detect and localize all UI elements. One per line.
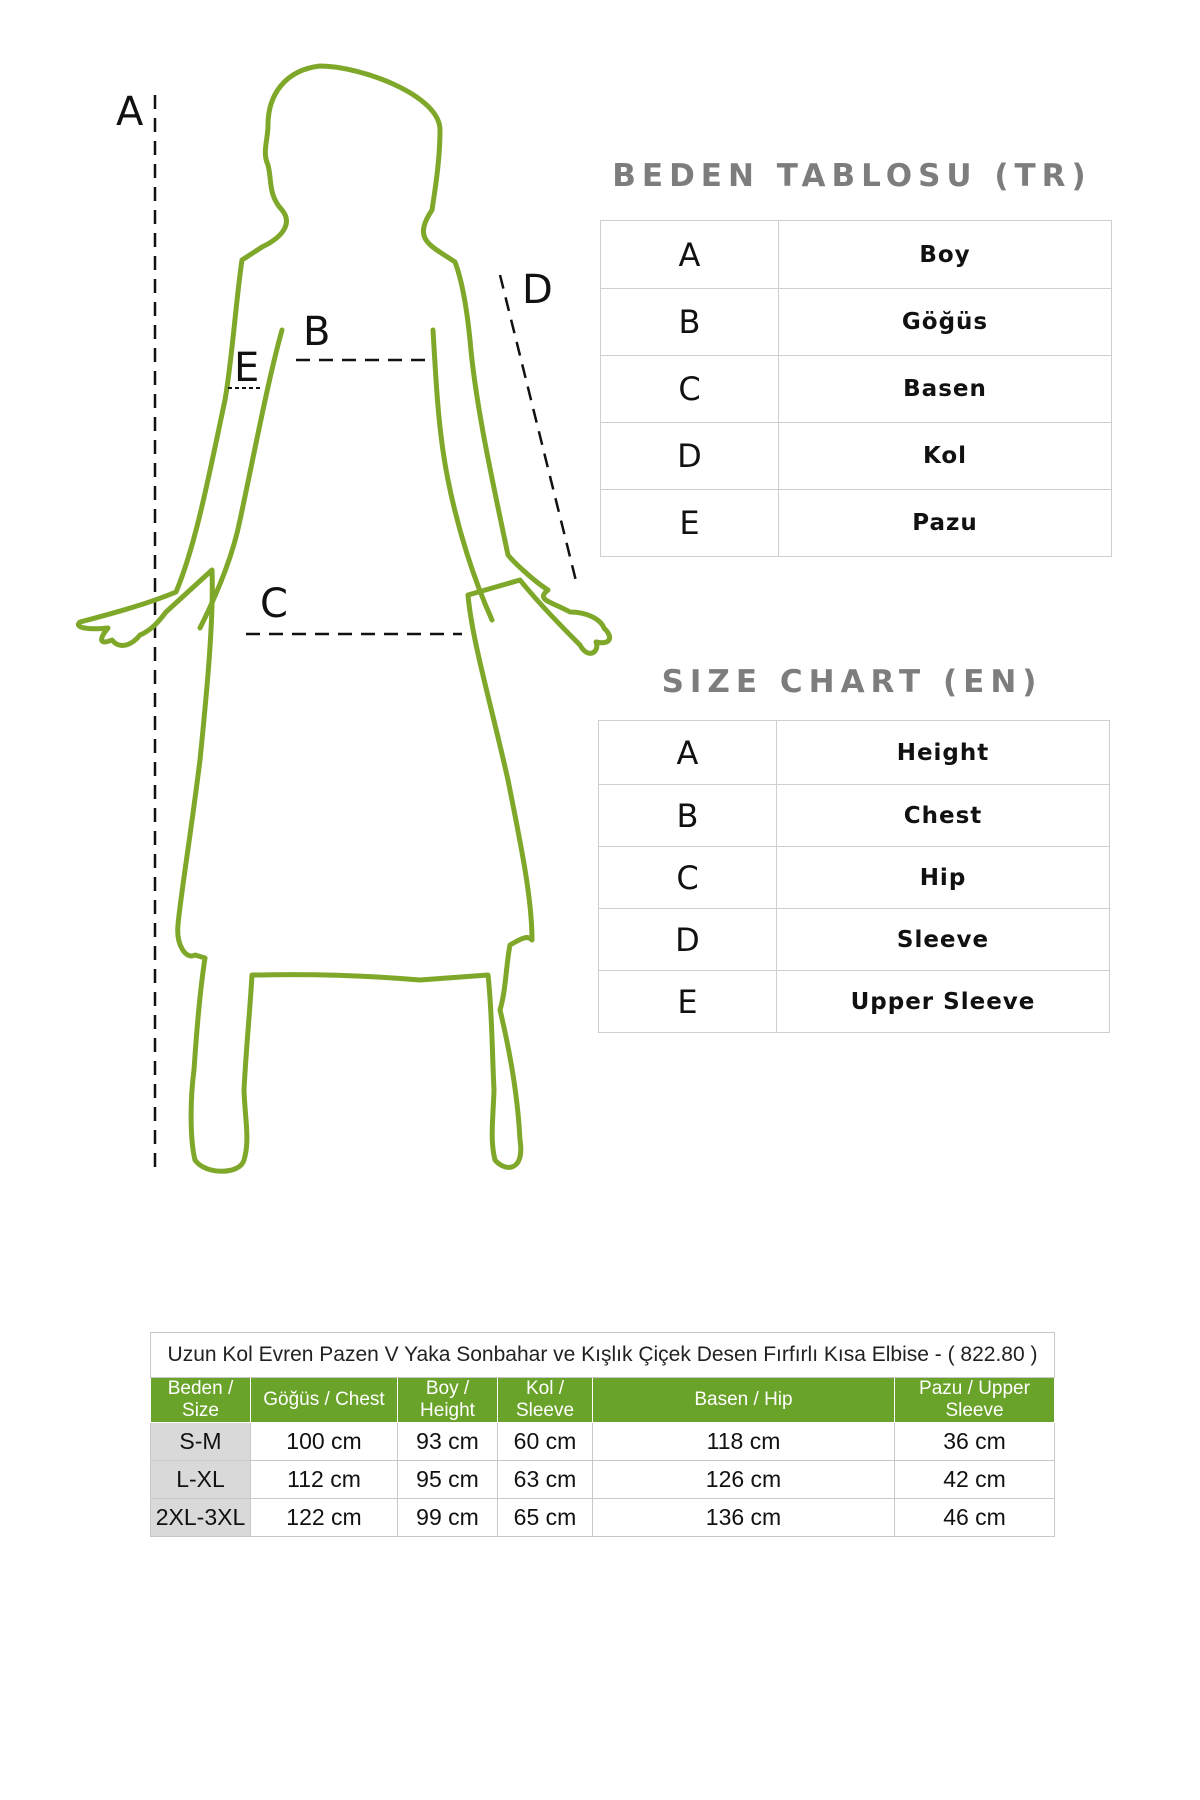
legend-letter: C <box>601 356 779 423</box>
label-b: B <box>303 309 331 355</box>
legend-row <box>599 785 1110 847</box>
legend-row <box>599 971 1110 1033</box>
legend-row <box>599 909 1110 971</box>
size-table-caption: Uzun Kol Evren Pazen V Yaka Sonbahar ve Kışlık Çiçek Desen Fırfırlı Kısa Elbise - ( 822.80 ) <box>151 1333 1055 1378</box>
header-cell: Beden / Size <box>151 1378 251 1423</box>
table-cell: 63 cm <box>498 1461 593 1499</box>
size-table-caption-row <box>151 1333 1055 1378</box>
sleeve-guide-line <box>500 275 577 585</box>
label-d: D <box>522 267 553 313</box>
legend-row <box>601 490 1112 557</box>
header-cell: Boy / Height <box>398 1378 498 1423</box>
legend-row <box>601 423 1112 490</box>
header-cell: Göğüs / Chest <box>251 1378 398 1423</box>
woman-silhouette-illustration <box>0 0 640 1220</box>
label-e: E <box>234 345 260 391</box>
size-table-container <box>150 1332 1054 1537</box>
right-arm-inner-outline <box>433 330 492 620</box>
table-cell: 93 cm <box>398 1423 498 1461</box>
table-row <box>151 1423 1055 1461</box>
legend-desc: Hip <box>777 847 1110 909</box>
legend-row <box>599 721 1110 785</box>
legend-en-table <box>598 720 1110 1033</box>
legend-desc: Sleeve <box>777 909 1110 971</box>
legend-letter: A <box>599 721 777 785</box>
table-cell: 95 cm <box>398 1461 498 1499</box>
table-cell: 46 cm <box>895 1499 1055 1537</box>
header-cell: Pazu / Upper Sleeve <box>895 1378 1055 1423</box>
table-cell: 60 cm <box>498 1423 593 1461</box>
legend-row <box>601 289 1112 356</box>
legend-letter: C <box>599 847 777 909</box>
legend-desc: Pazu <box>779 490 1112 557</box>
size-label-cell: L-XL <box>151 1461 251 1499</box>
table-cell: 36 cm <box>895 1423 1055 1461</box>
size-label-cell: S-M <box>151 1423 251 1461</box>
size-table-header-row <box>151 1378 1055 1423</box>
table-cell: 112 cm <box>251 1461 398 1499</box>
legend-tr-title: BEDEN TABLOSU (TR) <box>612 158 1092 194</box>
table-cell: 126 cm <box>593 1461 895 1499</box>
measurement-figure <box>0 0 640 1220</box>
legend-desc: Göğüs <box>779 289 1112 356</box>
legend-row <box>601 356 1112 423</box>
legend-desc: Chest <box>777 785 1110 847</box>
size-label-cell: 2XL-3XL <box>151 1499 251 1537</box>
table-cell: 136 cm <box>593 1499 895 1537</box>
legend-letter: B <box>601 289 779 356</box>
silhouette-outline <box>78 66 609 1171</box>
table-row <box>151 1499 1055 1537</box>
legend-tr-table <box>600 220 1112 557</box>
legend-letter: E <box>601 490 779 557</box>
table-cell: 122 cm <box>251 1499 398 1537</box>
table-row <box>151 1461 1055 1499</box>
legend-row <box>601 221 1112 289</box>
table-cell: 118 cm <box>593 1423 895 1461</box>
table-cell: 99 cm <box>398 1499 498 1537</box>
table-cell: 42 cm <box>895 1461 1055 1499</box>
table-cell: 65 cm <box>498 1499 593 1537</box>
legend-en-title: SIZE CHART (EN) <box>661 664 1043 700</box>
legend-letter: B <box>599 785 777 847</box>
legend-letter: D <box>599 909 777 971</box>
size-table <box>150 1332 1055 1537</box>
label-c: C <box>260 581 288 627</box>
legend-row <box>599 847 1110 909</box>
legend-desc: Kol <box>779 423 1112 490</box>
legend-letter: D <box>601 423 779 490</box>
legend-letter: A <box>601 221 779 289</box>
header-cell: Basen / Hip <box>593 1378 895 1423</box>
header-cell: Kol / Sleeve <box>498 1378 593 1423</box>
legend-desc: Height <box>777 721 1110 785</box>
legend-letter: E <box>599 971 777 1033</box>
label-a: A <box>116 89 144 135</box>
table-cell: 100 cm <box>251 1423 398 1461</box>
legend-desc: Upper Sleeve <box>777 971 1110 1033</box>
legend-desc: Boy <box>779 221 1112 289</box>
legend-desc: Basen <box>779 356 1112 423</box>
